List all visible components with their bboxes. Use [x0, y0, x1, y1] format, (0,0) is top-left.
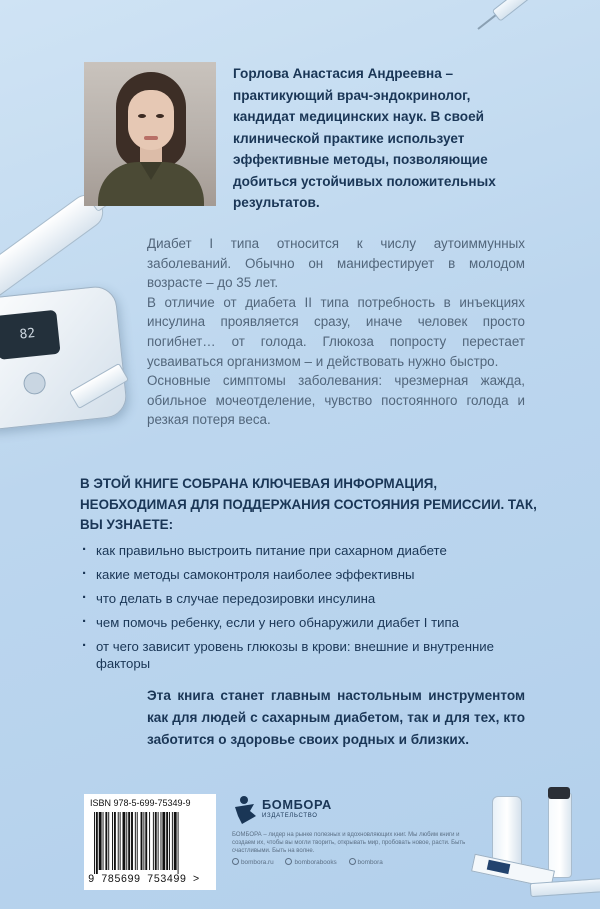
description-paragraph: В отличие от диабета II типа потребность в инъекциях инсулина проявляется сразу, иначе человек просто погибнет… от голода. Глюкоза попросту перестает усваиваться организмом – и действовать нужно быстро. [147, 294, 525, 369]
barcode-bar [135, 812, 136, 870]
lead-heading: В ЭТОЙ КНИГЕ СОБРАНА КЛЮЧЕВАЯ ИНФОРМАЦИЯ, НЕОБХОДИМАЯ ДЛЯ ПОДДЕРЖАНИЯ СОСТОЯНИЯ РЕМИССИИ. ТАК, ВЫ УЗНАЕТЕ: [80, 476, 537, 532]
barcode-bars [92, 812, 208, 874]
publisher-note: БОМБОРА – лидер на рынке полезных и вдохновляющих книг. Мы любим книги и создаем их, чтобы вы могли творить, открывать мир, пробовать новое, расти. Быть счастливыми. Быть на волне. [232, 832, 466, 855]
list-item: · что делать в случае передозировки инсулина [80, 590, 520, 607]
barcode-bar [108, 812, 109, 870]
learn-list [80, 542, 520, 679]
barcode-bar [145, 812, 147, 870]
description-paragraph: Основные симптомы заболевания: чрезмерная жажда, обильное мочеотделение, чувство постоянного голода и резкая потеря веса. [147, 373, 525, 428]
meter-screen: 82 [0, 310, 61, 360]
barcode-bar [128, 812, 130, 870]
vk-icon [285, 858, 292, 865]
social-link[interactable]: bombora [357, 859, 383, 866]
barcode-bar [161, 812, 162, 870]
barcode-bar [174, 812, 177, 870]
publisher-socials [232, 858, 393, 870]
list-item: · от чего зависит уровень глюкозы в крови: внешние и внутренние факторы [80, 638, 520, 672]
barcode-bar [112, 812, 113, 870]
barcode-bar [96, 812, 98, 874]
description-paragraph: Диабет I типа относится к числу аутоиммунных заболеваний. Обычно он манифестирует в молодом возрасте – до 35 лет. [147, 236, 525, 291]
barcode-bar [172, 812, 173, 870]
book-description [147, 234, 525, 430]
barcode-bar [123, 812, 126, 870]
list-item: · чем помочь ребенку, если у него обнаружили диабет I типа [80, 614, 520, 631]
telegram-icon [349, 858, 356, 865]
barcode-bar [103, 812, 104, 870]
barcode-bar [105, 812, 107, 870]
barcode-bar [94, 812, 95, 874]
social-link[interactable]: bombora.ru [241, 859, 274, 866]
barcode-digits: 9 785699 753499 > [88, 874, 200, 886]
author-photo [84, 62, 216, 206]
barcode-bar [149, 812, 150, 870]
barcode-bar [169, 812, 170, 870]
barcode-bar [120, 812, 121, 870]
author-bio: Горлова Анастасия Андреевна – практикующий врач-эндокринолог, кандидат медицинских наук. В своей клинической практике использует эффективные методы, позволяющие добиться устойчивых положительных результатов. [233, 66, 496, 210]
barcode-bar [143, 812, 144, 870]
barcode-bar [141, 812, 143, 870]
syringe-icon [472, 0, 600, 36]
barcode-bar [155, 812, 157, 870]
web-icon [232, 858, 239, 865]
glucose-meter-icon [0, 284, 128, 431]
social-link[interactable]: bomborabooks [294, 859, 337, 866]
list-item: · какие методы самоконтроля наиболее эффективны [80, 566, 520, 583]
publisher-name: БОМБОРА [262, 797, 332, 812]
barcode-bar [126, 812, 127, 870]
barcode-bar [178, 812, 179, 874]
barcode-bar [166, 812, 168, 870]
barcode-bar [158, 812, 159, 870]
publisher-subtitle: ИЗДАТЕЛЬСТВО [262, 813, 318, 819]
publisher-logo [232, 794, 352, 828]
barcode [84, 794, 216, 890]
closing-statement: Эта книга станет главным настольным инструментом как для людей с сахарным диабетом, так и для тех, кто заботится о здоровье своих родных и близких. [147, 688, 525, 747]
isbn-text: ISBN 978-5-699-75349-9 [90, 798, 191, 808]
barcode-bar [114, 812, 116, 870]
vial-icon [548, 792, 572, 878]
barcode-bar [131, 812, 133, 870]
barcode-bar [137, 812, 138, 870]
list-item: · как правильно выстроить питание при сахарном диабете [80, 542, 520, 559]
barcode-bar [162, 812, 165, 870]
barcode-bar [99, 812, 102, 870]
barcode-bar [153, 812, 154, 870]
barcode-bar [118, 812, 119, 870]
bombora-logo-icon [232, 794, 260, 826]
